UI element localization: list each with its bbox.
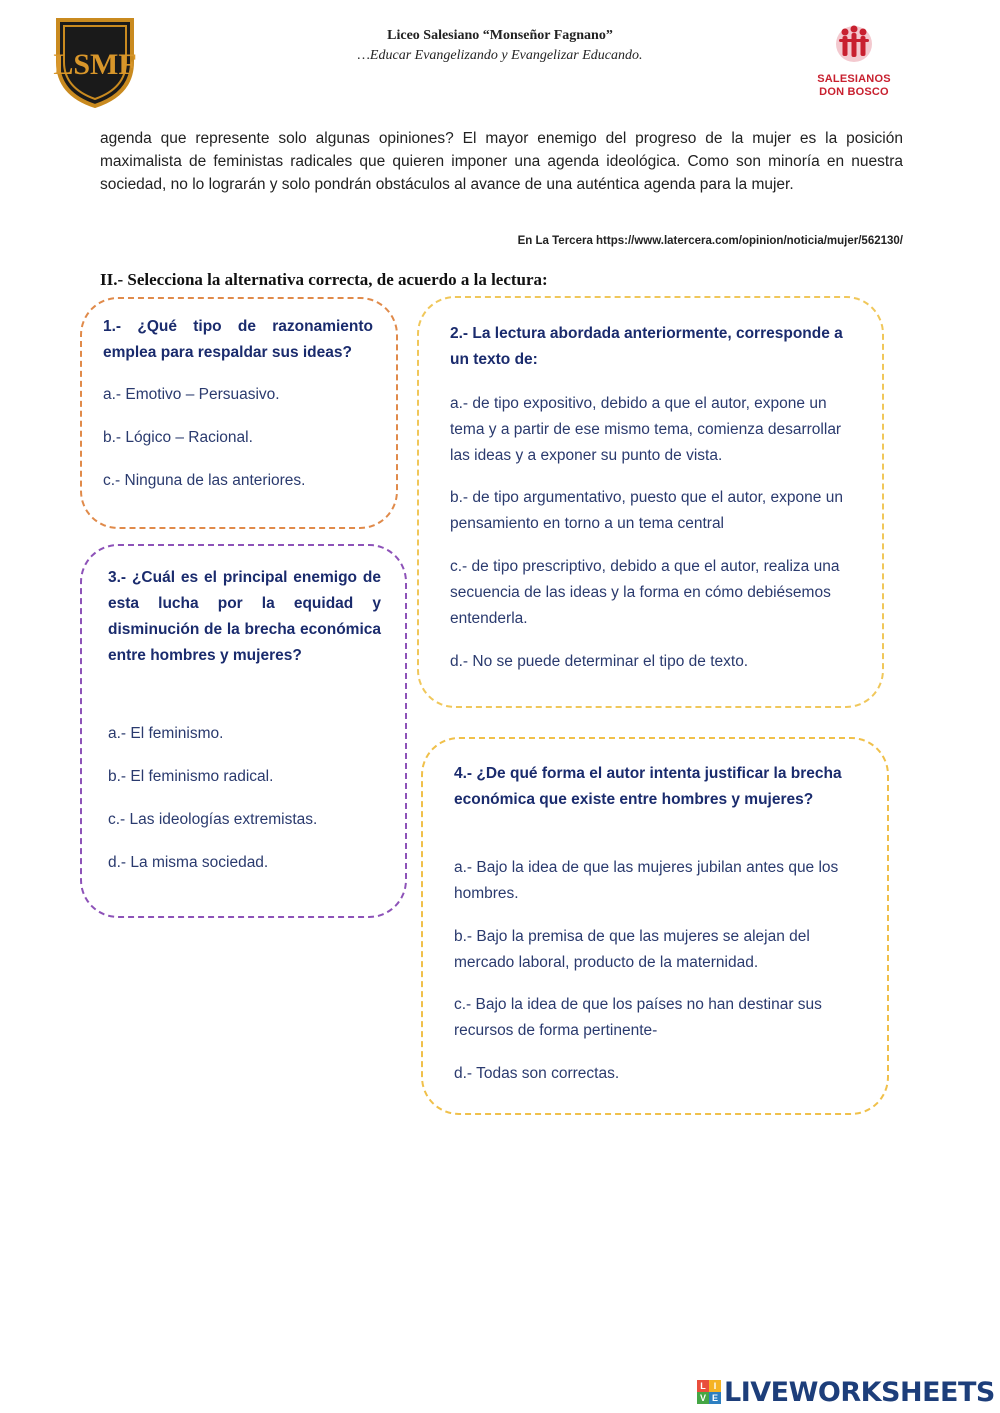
question-box-4: [421, 737, 889, 1115]
section-title: II.- Selecciona la alternativa correcta, de acuerdo a la lectura:: [100, 270, 548, 289]
question-2-option-b[interactable]: b.- de tipo argumentativo, puesto que el autor, expone un pensamiento en torno a un tema central: [450, 489, 843, 532]
question-4-text: 4.- ¿De qué forma el autor intenta justificar la brecha económica que existe entre hombres y mujeres?: [454, 765, 842, 808]
reading-paragraph: agenda que represente solo algunas opiniones? El mayor enemigo del progreso de la mujer es la posición maximalista de feministas radicales que quieren imponer una agenda ideológica. Como son minoría en nuestra sociedad, no lo lograrán y solo pondrán obstáculos al avance de una auténtica agenda para la mujer.: [100, 130, 903, 193]
question-3-text: 3.- ¿Cuál es el principal enemigo de esta lucha por la equidad y disminución de la brecha económica entre hombres y mujeres?: [108, 569, 381, 664]
question-box-1: [80, 297, 398, 529]
salesianos-figures-icon: [829, 24, 879, 68]
question-1-option-c[interactable]: c.- Ninguna de las anteriores.: [103, 472, 306, 489]
logo-line-salesianos: SALESIANOS: [817, 73, 891, 85]
question-2-option-d[interactable]: d.- No se puede determinar el tipo de texto.: [450, 653, 749, 670]
school-name: Liceo Salesiano “Monseñor Fagnano”: [387, 28, 613, 43]
salesianos-don-bosco-logo: [808, 24, 900, 108]
liveworksheets-brand: LIVEWORKSHEETS: [724, 1376, 995, 1408]
question-4-option-b[interactable]: b.- Bajo la premisa de que las mujeres se alejan del mercado laboral, producto de la maternidad.: [454, 928, 810, 971]
logo-line-don-bosco: DON BOSCO: [819, 86, 889, 98]
badge-letter-e: E: [709, 1392, 721, 1404]
badge-letter-l: L: [697, 1380, 709, 1392]
question-box-2: [417, 296, 884, 708]
question-4-option-d[interactable]: d.- Todas son correctas.: [454, 1065, 620, 1082]
badge-letter-i: I: [709, 1380, 721, 1392]
school-motto: …Educar Evangelizando y Evangelizar Educando.: [357, 48, 643, 63]
question-4-option-c[interactable]: c.- Bajo la idea de que los países no han destinar sus recursos de forma pertinente-: [454, 996, 822, 1039]
crest-letters: LSMF: [53, 48, 137, 81]
liveworksheets-footer[interactable]: [697, 1374, 995, 1410]
question-1-text: 1.- ¿Qué tipo de razonamiento emplea para respaldar sus ideas?: [103, 318, 373, 361]
question-1-option-b[interactable]: b.- Lógico – Racional.: [103, 429, 253, 446]
question-1-option-a[interactable]: a.- Emotivo – Persuasivo.: [103, 386, 280, 403]
badge-letter-v: V: [697, 1392, 709, 1404]
question-2-option-a[interactable]: a.- de tipo expositivo, debido a que el autor, expone un tema y a partir de ese mismo tema, comienza desarrollar las ideas y a exponer su punto de vista.: [450, 395, 842, 464]
question-3-option-c[interactable]: c.- Las ideologías extremistas.: [108, 811, 318, 828]
question-3-option-a[interactable]: a.- El feminismo.: [108, 725, 224, 742]
question-2-text: 2.- La lectura abordada anteriormente, corresponde a un texto de:: [450, 325, 843, 368]
question-4-option-a[interactable]: a.- Bajo la idea de que las mujeres jubilan antes que los hombres.: [454, 859, 839, 902]
question-2-option-c[interactable]: c.- de tipo prescriptivo, debido a que el autor, realiza una secuencia de las ideas y la forma en cómo debiésemos entenderla.: [450, 558, 840, 627]
question-3-option-b[interactable]: b.- El feminismo radical.: [108, 768, 274, 785]
question-3-option-d[interactable]: d.- La misma sociedad.: [108, 854, 269, 871]
question-box-3: [80, 544, 407, 918]
source-citation: En La Tercera https://www.latercera.com/opinion/noticia/mujer/562130/: [517, 235, 903, 247]
liveworksheets-badge-icon: [697, 1380, 721, 1404]
